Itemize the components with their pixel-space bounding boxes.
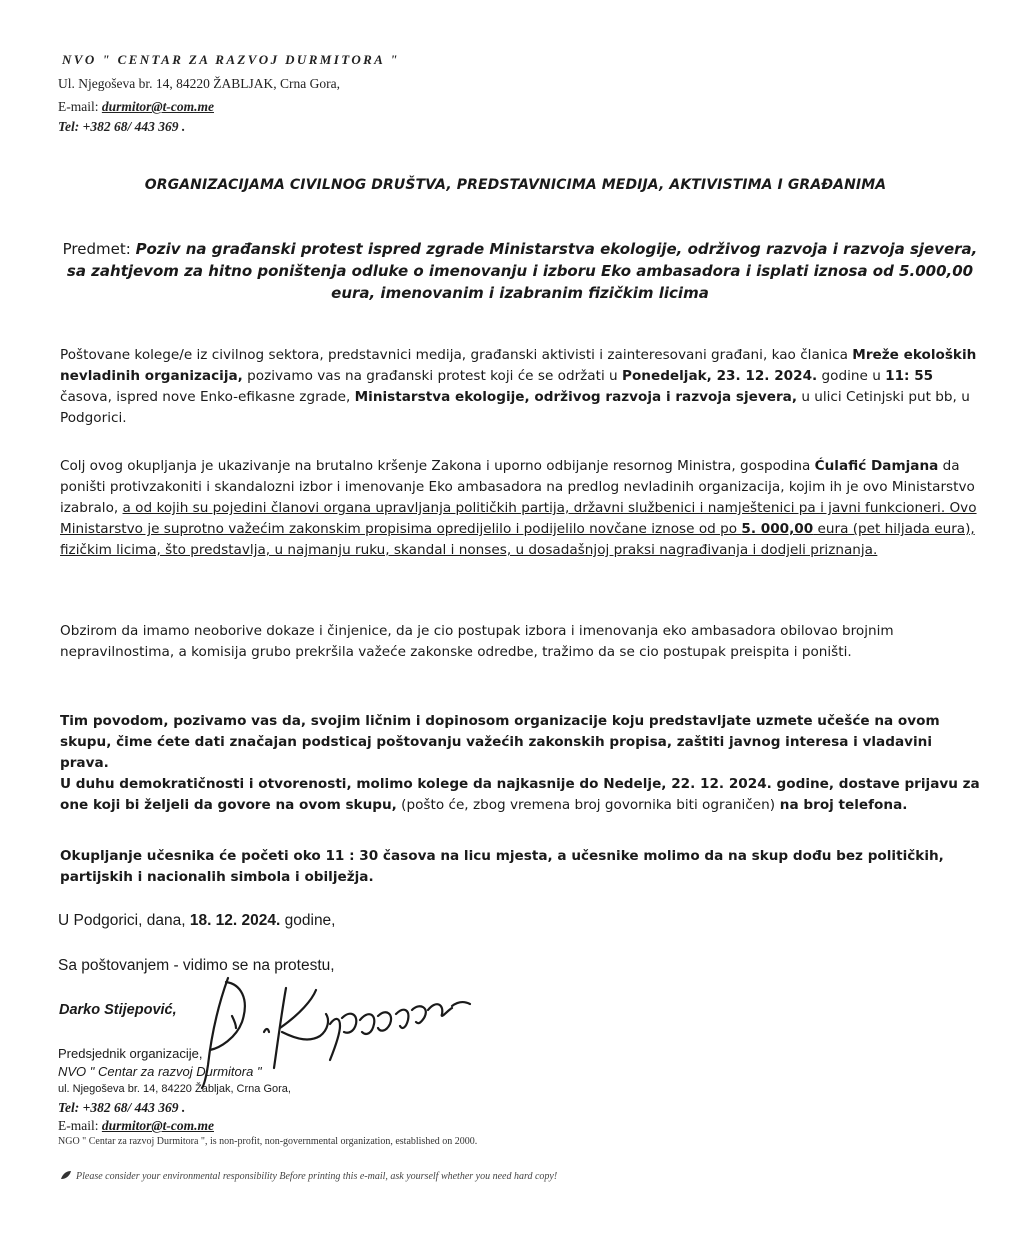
p4-bold-1: U duhu demokratičnosti i otvorenosti, molimo kolege da najkasnije do Nedelje, 22. 12. 2024. godine, dostave prijavu za one koji bi željeli da govore na ovom skupu, [60, 776, 980, 813]
p4-line-1: Tim povodom, pozivamo vas da, svojim ličnim i dopinosom organizacije koju predstavljate uzmete učešće na ovom skupu, čime ćete dati značajan podsticaj poštovanju važećih zakonskih propisa, zaštiti javnog interesa i vladavini prava. [60, 713, 940, 771]
p2-underlined-amount: 5. 000,00 [741, 521, 814, 537]
header-email-label: E-mail: [58, 99, 99, 114]
date-value: 18. 12. 2024. [189, 912, 281, 929]
closing-date [58, 912, 336, 930]
footer-email-link[interactable]: durmitor@t-com.me [101, 1118, 214, 1133]
p4-line-2 [60, 774, 980, 816]
footer-email-line [58, 1118, 214, 1134]
footer-email-label: E-mail: [58, 1118, 102, 1133]
p1-text-5: u ulici Cetinjski put bb, u Podgorici. [60, 389, 970, 426]
p2-underlined-1: a od kojih su pojedini članovi organa upravljanja političkih partija, državni službenici i namještenici pa i javni funkcioneri. Ovo Ministarstvo je suprotno važećim zakonskim propisima opredijelilo i podijelilo novčane iznose od po [60, 500, 977, 537]
footer-ngo-note: NGO " Centar za razvoj Durmitora ", is non-profit, non-governmental organization, established on 2000. [58, 1136, 478, 1147]
paragraph-gathering: Okupljanje učesnika će početi oko 11 : 30 časova na licu mjesta, a učesnike molimo da na skup dođu bez političkih, partijskih i nacionalih simbola i obilježja. [60, 848, 944, 885]
p2-text-1: Colj ovog okupljanja je ukazivanje na brutalno kršenje Zakona i uporno odbijanje resornog Ministra, gospodina [60, 458, 815, 474]
header-tel: Tel: +382 68/ 443 369 . [58, 119, 186, 134]
signer-name: Darko Stijepović, [59, 1002, 177, 1018]
header-email-line [58, 99, 214, 115]
p1-text-4: časova, ispred nove Enko-efikasne zgrade, [60, 389, 355, 405]
p1-bold-ministry: Ministarstva ekologije, održivog razvoja i razvoja sjevera, [354, 389, 797, 405]
subject-text: Poziv na građanski protest ispred zgrade Ministarstva ekologije, održivog razvoja i razvoja sjevera, sa zahtjevom za hitno poništenja odluke o imenovanju i izboru Eko ambasadora i isplati iznosa od 5.000,00 eura, imenovanim i izabranim fizičkim licima [66, 240, 978, 302]
recipients-heading: ORGANIZACIJAMA CIVILNOG DRUŠTVA, PREDSTAVNICIMA MEDIJA, AKTIVISTIMA I GRAĐANIMA [144, 177, 887, 193]
p1-text-2: pozivamo vas na građanski protest koji će se održati u [242, 368, 622, 384]
header-org-name: NVO " CENTAR ZA RAZVOJ DURMITORA " [62, 52, 400, 67]
paragraph-invitation [60, 345, 980, 429]
p2-text-2: da poništi protivzakoniti i skandalozni izbor i imenovanje Eko ambasadora na predlog nevladinih organizacija, kojim ih je ovo Ministarstvo izabralo, [60, 458, 975, 516]
recycle-leaf-icon [60, 1170, 72, 1180]
p2-bold-minister: Ćulafić Damjana [814, 458, 939, 474]
p2-underlined-2: eura (pet hiljada eura), fizičkim licima, što predstavlja, u najmanju ruku, skandal i nonses, u dosadašnjoj praksi nagrađivanja i dodjeli priznanja. [60, 521, 975, 558]
p1-text-3: godine u [817, 368, 886, 384]
footer-address: ul. Njegoševa br. 14, 84220 Žabljak, Crna Gora, [58, 1083, 291, 1095]
closing-greeting: Sa poštovanjem - vidimo se na protestu, [58, 957, 335, 974]
date-suffix: godine, [280, 912, 336, 929]
p4-bold-2: na broj telefona. [775, 797, 908, 813]
p1-text-1: Poštovane kolege/e iz civilnog sektora, predstavnici medija, građanski aktivisti i zainteresovani građani, kao članica [60, 347, 853, 363]
paragraph-goal [60, 456, 980, 561]
p4-normal-note: (pošto će, zbog vremena broj govornika biti ograničen) [396, 797, 776, 813]
header-email-link[interactable]: durmitor@t-com.me [101, 99, 214, 114]
subject-block [55, 238, 985, 304]
paragraph-evidence: Obzirom da imamo neoborive dokaze i činjenice, da je cio postupak izbora i imenovanja eko ambasadora obilovao brojnim nepravilnostima, a komisija grubo prekršila važeće zakonske odredbe, tražimo da se cio postupak preispita i poništi. [60, 623, 894, 660]
date-prefix: U Podgorici, dana, [58, 912, 190, 929]
footer-title: Predsjednik organizacije, [58, 1046, 203, 1061]
footer-tel: Tel: +382 68/ 443 369 . [58, 1100, 186, 1115]
p1-bold-network: Mreže ekoloških nevladinih organizacija, [60, 347, 977, 384]
footer-eco-note: Please consider your environmental responsibility Before printing this e-mail, ask yourself whether you need hard copy! [76, 1171, 558, 1182]
paragraph-call-to-action [60, 711, 980, 816]
footer-org: NVO " Centar za razvoj Durmitora " [58, 1064, 262, 1079]
footer-eco-note-line [60, 1170, 557, 1182]
p1-bold-date: Ponedeljak, 23. 12. 2024. [622, 368, 818, 384]
header-address: Ul. Njegoševa br. 14, 84220 ŽABLJAK, Crna Gora, [58, 76, 340, 91]
subject-label: Predmet: [62, 240, 131, 258]
p1-bold-time: 11: 55 [885, 368, 934, 384]
